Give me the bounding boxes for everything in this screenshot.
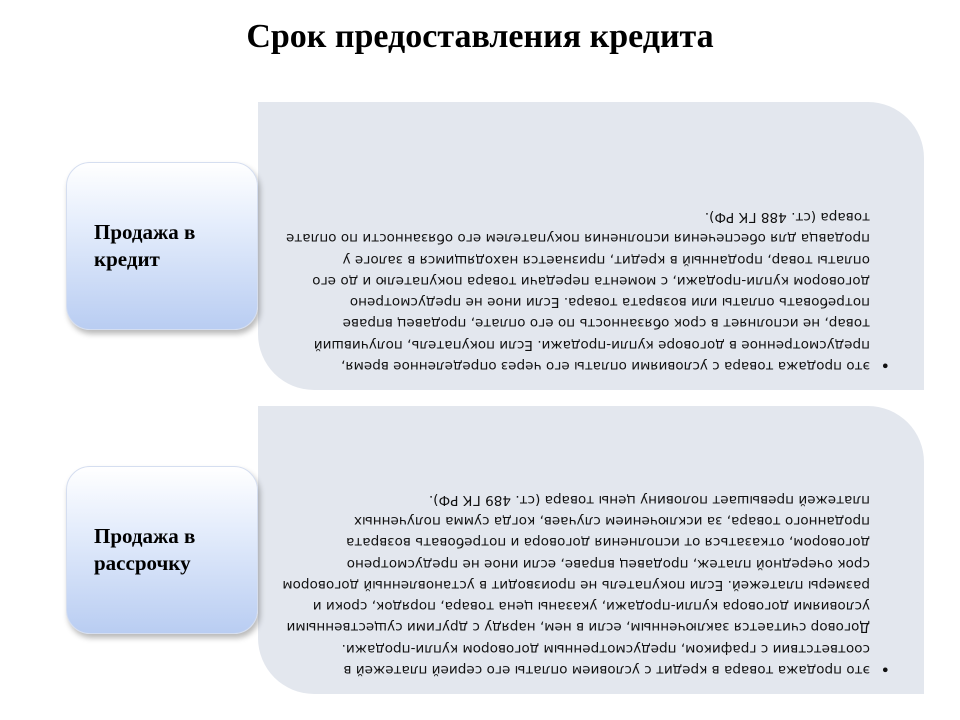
credit-sale-description-panel xyxy=(258,102,924,390)
installment-sale-text: это продажа товара в кредит с условием оплаты его серией платежей в соответствии с графиком, предусмотренным договором купли-продажи. Договор считается заключенным, если в нем, наряду с другими существенными условиями договора купли-продажи, указаны цена товара, порядок, сроки и размеры платежей. Если покупатель не производит в установленный договором срок очередной платеж, продавец вправе, если иное не предусмотрено договором, отказаться от исполнения договора и потребовать возврата проданного товара, за исключением случаев, когда сумма полученных платежей превышает половину цены товара (ст. 489 ГК РФ). xyxy=(282,491,870,678)
installment-sale-label-box xyxy=(66,466,258,634)
credit-sale-text: это продажа товара с условиями оплаты его через определенное время, предусмотренное в договоре купли-продажи. Если покупатель, получивший товар, не исполняет в срок обязанность по его оплате, продавец вправе потребовать оплаты или возврата товара. Если иное не предусмотрено договором купли-продажи, с момента передачи товара покупателю и до его оплаты товар, проданный в кредит, признается находящимся в залоге у продавца для обеспечения исполнения покупателем его обязанности по оплате товара (ст. 488 ГК РФ). xyxy=(286,208,870,374)
slide-title: Срок предоставления кредита xyxy=(246,18,714,55)
installment-sale-description xyxy=(280,424,890,680)
installment-sale-label: Продажа в рассрочку xyxy=(94,524,196,575)
bullet-point: • xyxy=(880,660,890,679)
credit-sale-label-box xyxy=(66,162,258,330)
credit-sale-description xyxy=(280,120,890,376)
installment-sale-description-panel xyxy=(258,406,924,694)
bullet-point: • xyxy=(880,356,890,375)
credit-sale-label: Продажа в кредит xyxy=(94,220,196,271)
